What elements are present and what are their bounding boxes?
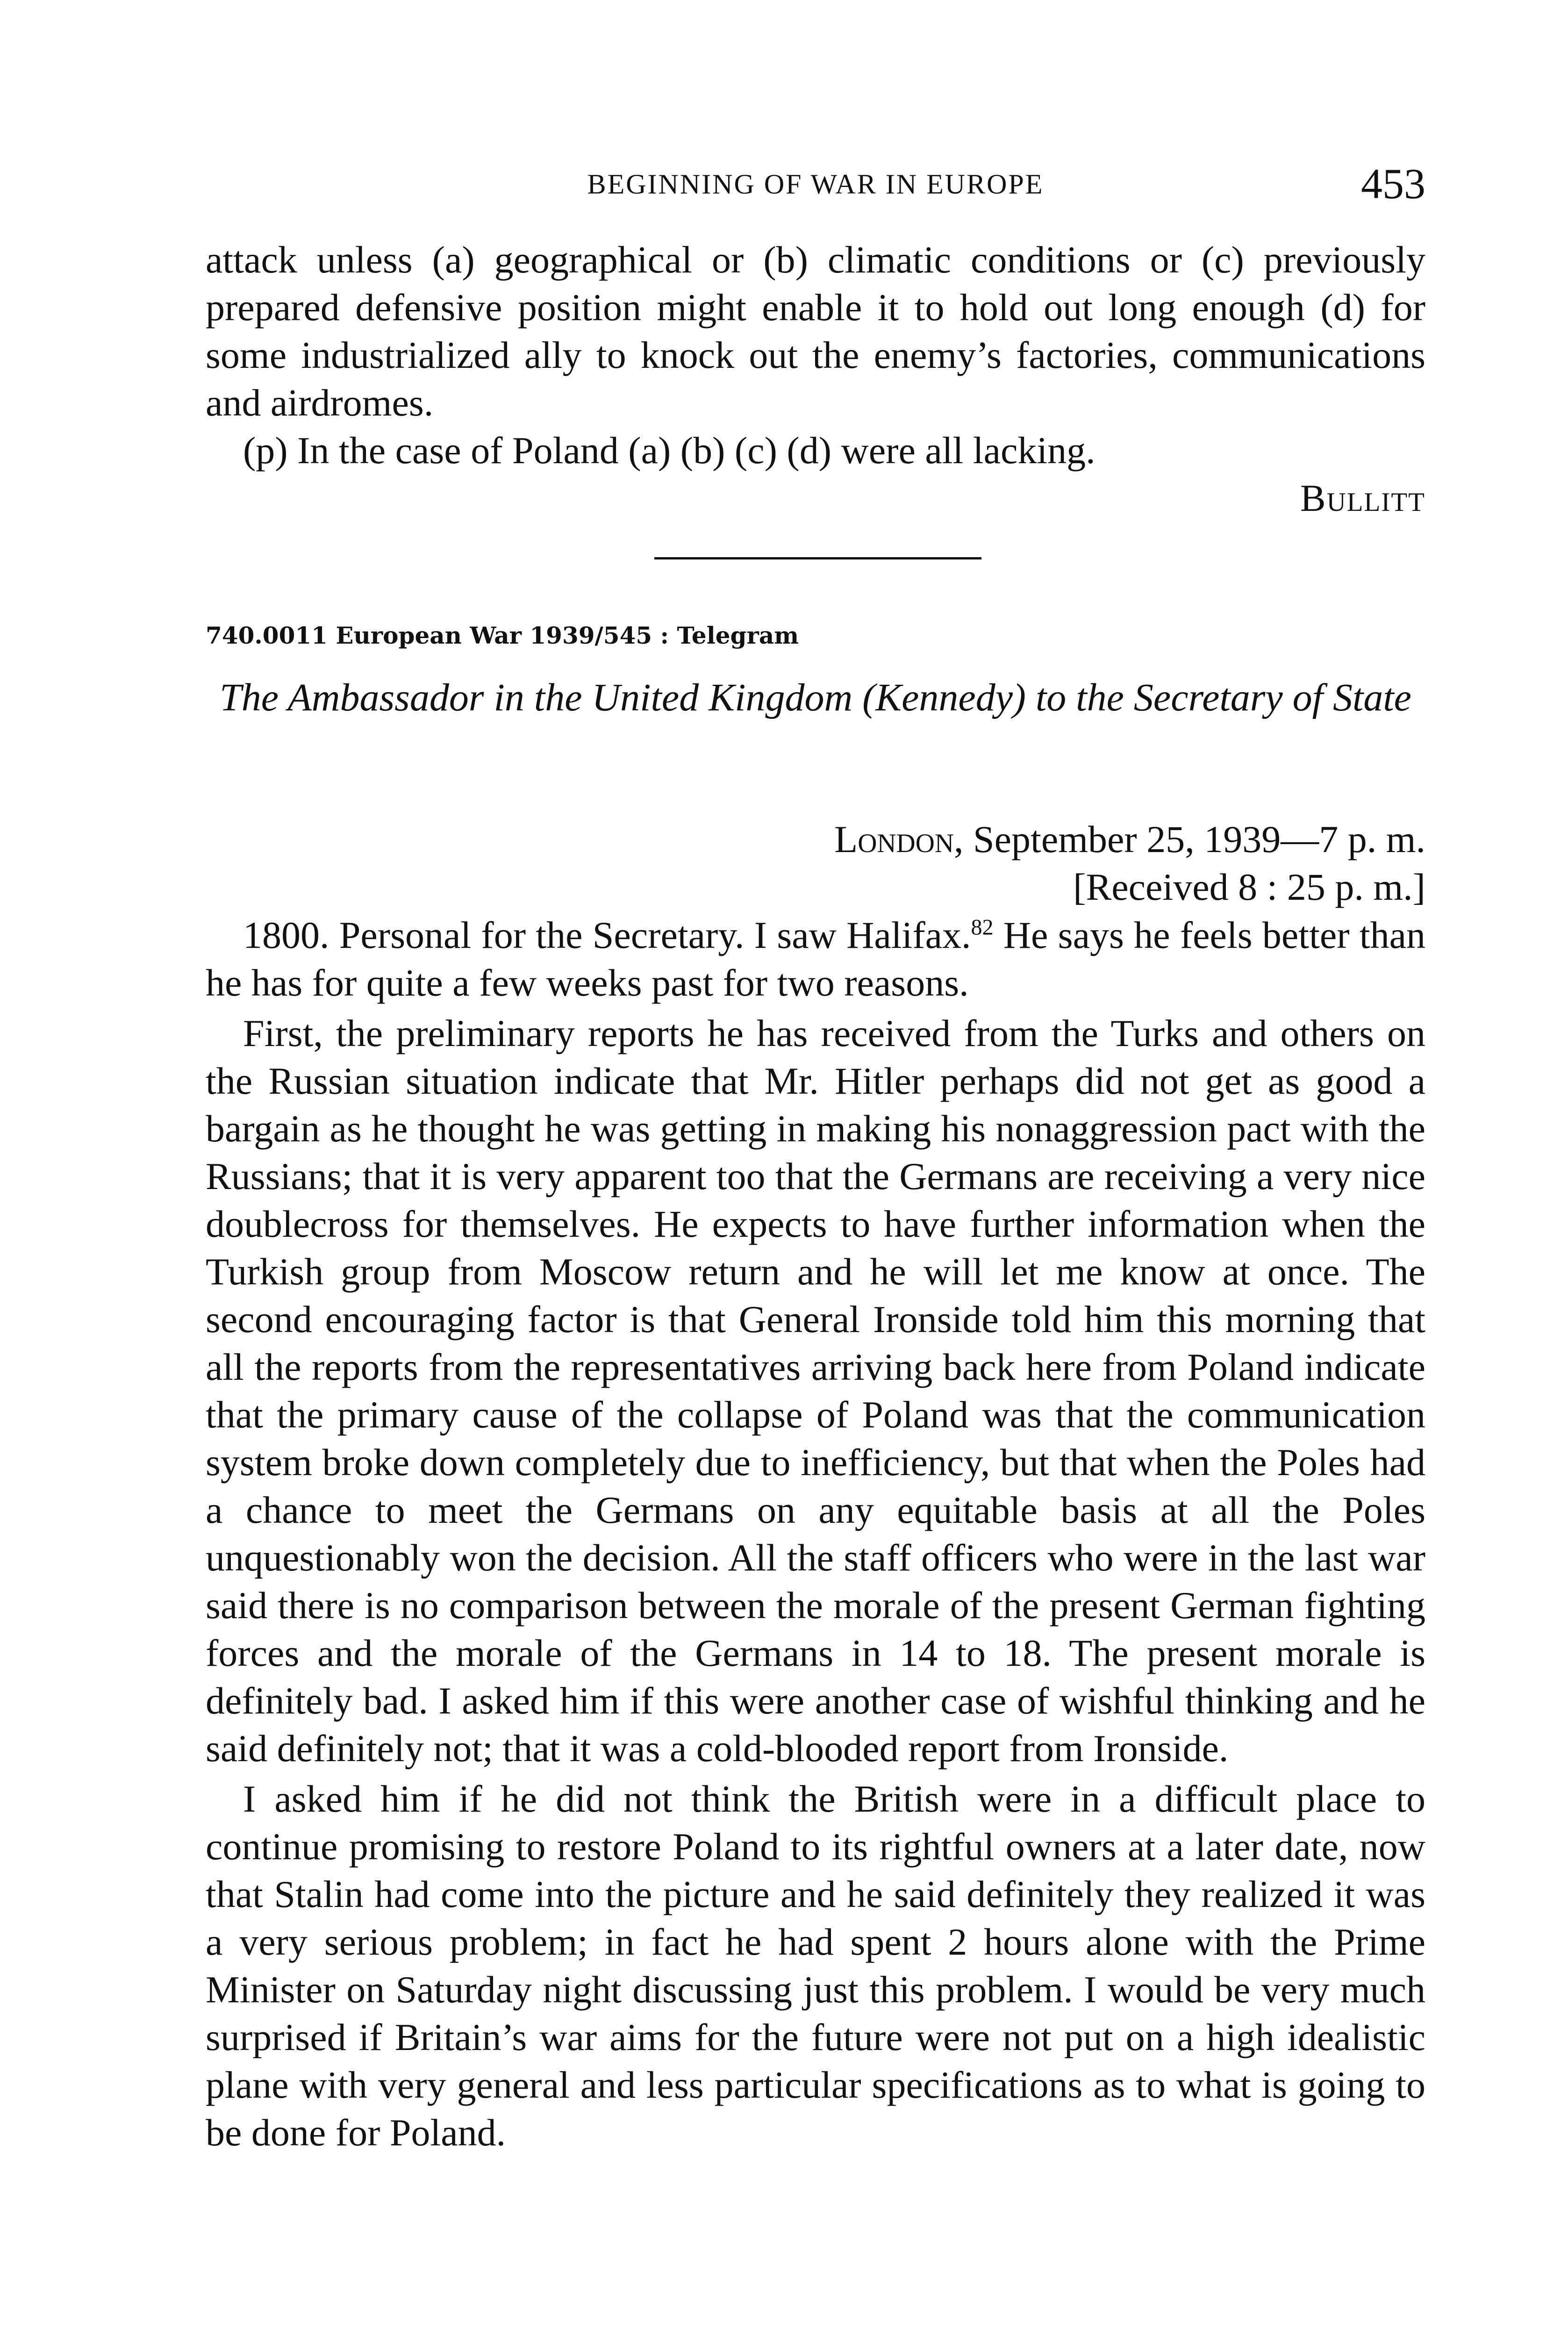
- paragraph-1-text: 1800. Personal for the Secretary. I saw Halifax.: [243, 914, 971, 956]
- dateline-line: [834, 816, 1425, 863]
- telegram-body: [206, 911, 1425, 2157]
- file-reference: 740.0011 European War 1939/545 : Telegram: [206, 622, 799, 649]
- page-number: 453: [1361, 160, 1425, 208]
- received-note: [Received 8 : 25 p. m.]: [1073, 866, 1425, 908]
- dateline-date: September 25, 1939—7 p. m.: [973, 818, 1425, 860]
- continuation-paragraph: attack unless (a) geographical or (b) climatic conditions or (c) previously prepared defensive position might enable it to hold out long enough (d) for some industrialized ally to knock out the enemy’s factories, communications and airdromes.: [206, 238, 1425, 424]
- paragraph-1-text-continued: He says he feels better than he has for quite a few weeks past for two reasons.: [206, 914, 1425, 1004]
- footnote-reference: 82: [971, 915, 994, 940]
- page-header: [206, 159, 1425, 210]
- first-document-continuation: [206, 236, 1425, 522]
- body-paragraph-1: [206, 911, 1425, 1007]
- point-p-paragraph: (p) In the case of Poland (a) (b) (c) (d) were all lacking.: [243, 429, 1095, 472]
- running-head: BEGINNING OF WAR IN EUROPE: [587, 169, 1044, 200]
- body-paragraph-3: I asked him if he did not think the British were in a difficult place to continue promising to restore Poland to its rightful owners at a later date, now that Stalin had come into the picture and he said definitely they realized it was a very serious problem; in fact he had spent 2 hours alone with the Prime Minister on Saturday night discussing just this problem. I would be very much surprised if Britain’s war aims for the future were not put on a high idealistic plane with very general and less particular specifications as to what is going to be done for Poland.: [206, 1778, 1425, 2154]
- document-title: The Ambassador in the United Kingdom (Kennedy) to the Secretary of State: [220, 676, 1411, 719]
- section-divider: [654, 557, 981, 559]
- dateline-place: London,: [834, 818, 964, 860]
- document-page: [206, 0, 1425, 2337]
- body-paragraph-2: First, the preliminary reports he has received from the Turks and others on the Russian situation indicate that Mr. Hitler perhaps did not get as good a bargain as he thought he was getting in making his nonaggression pact with the Russians; that it is very apparent too that the Germans are receiving a very nice doublecross for themselves. He expects to have further information when the Turkish group from Moscow return and he will let me know at once. The second encouraging factor is that General Ironside told him this morning that all the reports from the representatives arriving back here from Poland indicate that the primary cause of the collapse of Poland was that the communication system broke down completely due to inefficiency, but that when the Poles had a chance to meet the Germans on any equitable basis at all the Poles unquestionably won the decision. All the staff officers who were in the last war said there is no comparison between the morale of the present German fighting forces and the morale of the Germans in 14 to 18. The present morale is definitely bad. I asked him if this were another case of wishful thinking and he said definitely not; that it was a cold-blooded report from Ironside.: [206, 1012, 1425, 1770]
- signature-bullitt: Bullitt: [1300, 477, 1425, 519]
- dateline: [834, 816, 1425, 911]
